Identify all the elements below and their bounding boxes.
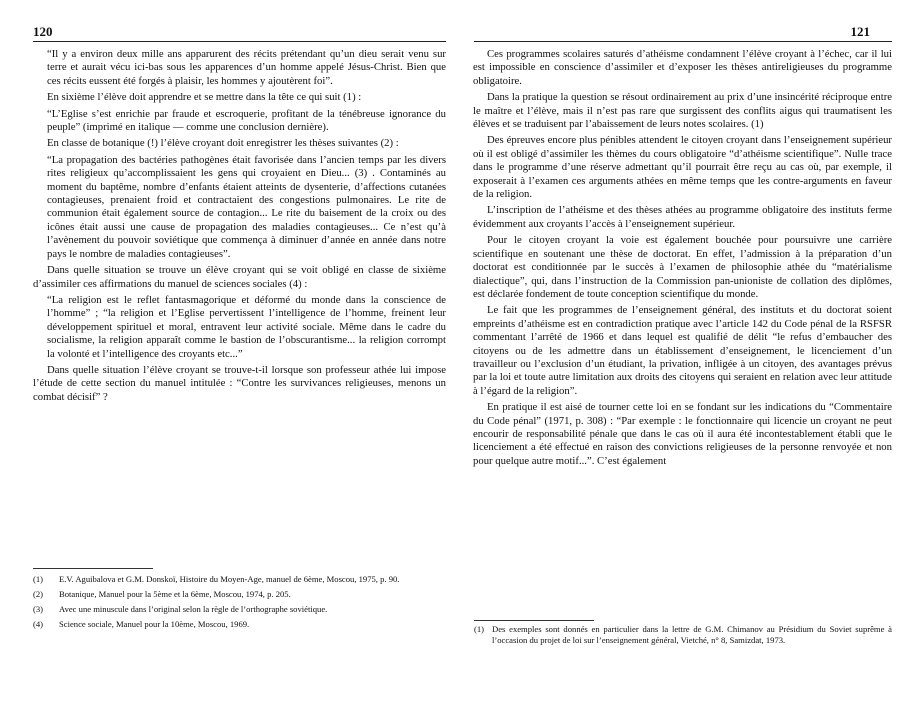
paragraph: Ces programmes scolaires saturés d’athéisme condamnent l’élève croyant à l’échec, car il lui est impossible en conscience d’assimiler et d’exposer les thèses antireligieuses du programme obligatoire. — [473, 48, 892, 87]
footnote-rule — [33, 568, 153, 569]
left-page — [0, 0, 450, 706]
paragraph: Des épreuves encore plus pénibles attendent le citoyen croyant dans l’enseignement supérieur où il est obligé d’assimiler les thèmes du cours obligatoire “d’athéisme scientifique”. Nulle trace dans le programme d’une réserve admettant qu’il pourrait être reçu au cas où, par exemple, il exposerait à l’examen ces arguments athées en même temps que les contre-arguments en faveur de la religion. — [473, 134, 892, 201]
footnote-text: E.V. Aguibalova et G.M. Donskoï, Histoire du Moyen-Age, manuel de 6ème, Moscou, 1975, p. 90. — [59, 574, 400, 584]
paragraph: Le fait que les programmes de l’enseignement général, des instituts et du doctorat soient empreints d’athéisme est en contradiction pratique avec l’article 142 du Code pénal de la RSFSR commentant l’arrêté de 1966 et dans lequel est qualifié de délit “le refus d’embaucher des citoyens ou de les admettre dans un établissement d’enseignement, le licenciement d’un travailleur ou l’exclusion d’un étudiant, la privation, infligée à un citoyen, des avantages prévus par la loi et toute autre limitation aux droits des citoyens qui seraient en relation avec leur attitude à l’égard de la religion”. — [473, 304, 892, 397]
paragraph: En sixième l’élève doit apprendre et se mettre dans la tête ce qui suit (1) : — [47, 91, 362, 104]
footnotes — [474, 624, 892, 650]
paragraph: Dans la pratique la question se résout ordinairement au prix d’une insincérité réciproque entre le maître et l’élève, mais il n’est pas rare que surgissent des conflits aigus qui traumatisent les élèves et se traduisent par l’abaissement de leurs notes scolaires. (1) — [473, 91, 892, 131]
paragraph: En classe de botanique (!) l’élève croyant doit enregistrer les thèses suivantes (2) : — [47, 137, 399, 150]
footnote — [33, 574, 443, 585]
footnote — [33, 619, 443, 630]
footnote-number: (1) — [474, 624, 485, 634]
quote-paragraph: “La propagation des bactéries pathogènes était favorisée dans l’ancien temps par les divers rites religieux qu’accomplissaient les gens qui croyaient en Dieu... (3) . Contaminés au moment du baptême, nombre d’enfants étaient atteints de dysenterie, d’affections cutanées contagieuses, prenaient froid et contractaient des congestions pulmonaires. Le rite de communion était également source de contagion... Le rite du baisement de la croix ou des icônes était aussi une cause de propagation des maladies contagieuses... Ce n’est qu’à l’avènement du pouvoir soviétique que commença à diminuer d’année en année dans notre pays le nombre de maladies contagieuses”. — [47, 153, 446, 260]
footnote-text: Science sociale, Manuel pour la 10ème, Moscou, 1969. — [59, 619, 250, 629]
footnote-number: (3) — [33, 604, 44, 614]
paragraph: Dans quelle situation l’élève croyant se trouve-t-il lorsque son professeur athée lui impose l’étude de cette section du manuel intitulée : “Contre les survivances religieuses, menons un combat décisif” ? — [33, 363, 446, 403]
footnote-rule — [474, 620, 594, 621]
footnote-text: Avec une minuscule dans l’original selon la règle de l’orthographe soviétique. — [59, 604, 328, 614]
footnote-text: Des exemples sont donnés en particulier dans la lettre de G.M. Chimanov au Présidium du Soviet suprême à l’occasion du projet de loi sur l’enseignement général, Vietché, n° 8, Samizdat, 1973. — [492, 624, 892, 645]
footnote-number: (1) — [33, 574, 44, 584]
footnote-text: Botanique, Manuel pour la 5ème et la 6ème, Moscou, 1974, p. 205. — [59, 589, 291, 599]
right-page — [451, 0, 901, 706]
page-number: 121 — [850, 24, 870, 39]
header-rule — [474, 41, 892, 42]
page-body — [33, 48, 446, 407]
footnote — [33, 589, 443, 600]
page-number: 120 — [33, 24, 53, 39]
footnotes — [33, 574, 443, 634]
quote-paragraph: “La religion est le reflet fantasmagorique et déformé du monde dans la conscience de l’homme” ; “la religion et l’Eglise pervertissent l’intelligence de l’homme, freinent leur développement spirituel et moral, entravent leur activité sociale. Même dans le cadre du socialisme, la religion apparaît comme le bastion de l’obscurantisme... la religion corrompt la volonté et l’intelligence des croyants etc...” — [47, 293, 446, 360]
quote-paragraph: “L’Eglise s’est enrichie par fraude et escroquerie, profitant de la ténébreuse ignorance du peuple” (imprimé en italique — comme une conclusion dernière). — [47, 107, 446, 134]
header-rule — [33, 41, 446, 42]
paragraph: L’inscription de l’athéisme et des thèses athées au programme obligatoire des instituts ferme évidemment aux croyants l’accès à l’enseignement supérieur. — [473, 204, 892, 230]
footnote-number: (4) — [33, 619, 44, 629]
footnote-number: (2) — [33, 589, 44, 599]
paragraph: En pratique il est aisé de tourner cette loi en se fondant sur les indications du “Commentaire du Code pénal” (1971, p. 308) : “Par exemple : le fonctionnaire qui licencie un croyant ne peut encourir de responsabilité pénale que dans le cas où il aura été incontestablement établi que le licenciement a été effectué en raison des convictions religieuses de la personne renvoyée et non pour quelque autre motif...”. C’est également — [473, 401, 892, 467]
paragraph: Dans quelle situation se trouve un élève croyant qui se voit obligé en classe de sixième d’assimiler ces affirmations du manuel de sciences sociales (4) : — [33, 264, 446, 290]
footnote — [33, 604, 443, 615]
page-body — [473, 48, 892, 471]
footnote — [474, 624, 892, 646]
paragraph: Pour le citoyen croyant la voie est également bouchée pour poursuivre une carrière scientifique en soutenant une thèse de doctorat. En effet, l’admission à la préparation d’un doctorat est conditionnée par le succès à l’examen de philosophie athée du “matérialisme dialectique”, qui, dans l’instruction de la Commission pan-unioniste de collation des diplômes, est déclarée fondement de toute conception scientifique du monde. — [473, 234, 892, 300]
quote-paragraph: “Il y a environ deux mille ans apparurent des récits prétendant qu’un dieu serait venu sur terre et aurait vécu ici-bas sous les apparences d’un homme appelé Jésus-Christ. Bien que ces récits eussent été forgés à plaisir, les hommes y ajoutèrent foi”. — [47, 48, 446, 87]
